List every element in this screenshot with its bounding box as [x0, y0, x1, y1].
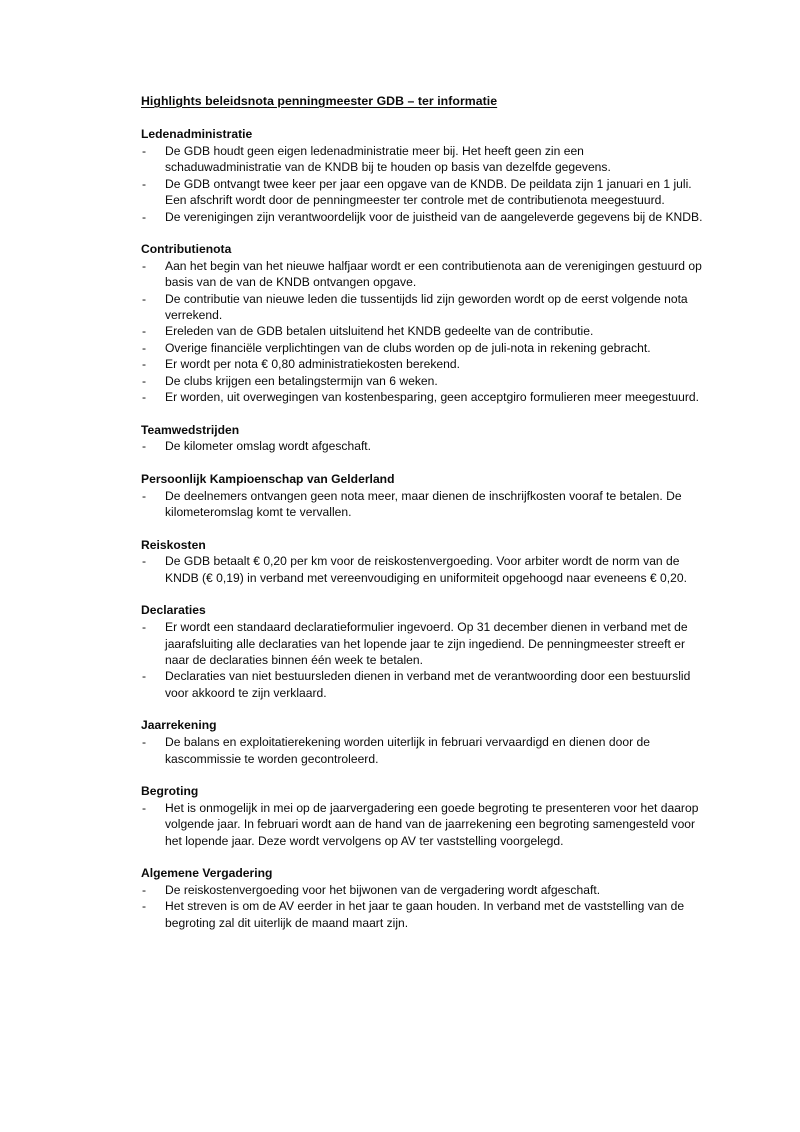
bullet-text: De contributie van nieuwe leden die tussentijds lid zijn geworden wordt op de eerst volgende nota verrekend. — [165, 291, 688, 323]
bullet-item — [141, 488, 703, 521]
document-section — [141, 537, 703, 587]
bullet-item — [141, 258, 703, 291]
bullet-dash-marker: - — [142, 390, 147, 405]
bullet-text: Er wordt een standaard declaratieformulier ingevoerd. Op 31 december dienen in verband met de jaarafsluiting alle declaraties van het lopende jaar te zijn ingediend. De penningmeester streeft er naar de declaraties binnen één week te betalen. — [165, 620, 688, 667]
document-section — [141, 717, 703, 767]
section-heading: Ledenadministratie — [141, 127, 253, 141]
bullet-dash-marker: - — [142, 258, 147, 273]
bullet-text: De balans en exploitatierekening worden uiterlijk in februari vervaardigd en dienen door de kascommissie te worden gecontroleerd. — [165, 735, 650, 766]
bullet-list — [141, 438, 703, 454]
bullet-dash-marker: - — [142, 554, 147, 569]
bullet-list — [141, 734, 703, 767]
bullet-text: Aan het begin van het nieuwe halfjaar wordt er een contributienota aan de verenigingen gestuurd op basis van de van de KNDB ontvangen opgave. — [165, 258, 702, 290]
bullet-item — [141, 209, 703, 225]
bullet-list — [141, 143, 703, 225]
bullet-list — [141, 258, 703, 406]
sections-container — [141, 126, 703, 931]
bullet-list — [141, 553, 703, 586]
bullet-item — [141, 291, 703, 324]
bullet-text: De verenigingen zijn verantwoordelijk voor de juistheid van de aangeleverde gegevens bij de KNDB. — [165, 209, 703, 224]
bullet-item — [141, 800, 703, 849]
bullet-item — [141, 373, 703, 389]
bullet-text: De deelnemers ontvangen geen nota meer, maar dienen de inschrijfkosten vooraf te betalen. De kilometeromslag komt te vervallen. — [165, 488, 682, 520]
bullet-item — [141, 734, 703, 767]
section-heading: Begroting — [141, 783, 199, 798]
bullet-dash-marker: - — [142, 899, 147, 914]
section-heading: Algemene Vergadering — [141, 866, 273, 881]
bullet-dash-marker: - — [142, 439, 147, 454]
document-section — [141, 241, 703, 406]
bullet-text: Declaraties van niet bestuursleden dienen in verband met de verantwoording door een bestuurslid voor akkoord te zijn verklaard. — [165, 669, 691, 700]
bullet-list — [141, 800, 703, 849]
bullet-text: De clubs krijgen een betalingstermijn van 6 weken. — [165, 373, 438, 388]
bullet-item — [141, 438, 703, 454]
bullet-text: Ereleden van de GDB betalen uitsluitend het KNDB gedeelte van de contributie. — [165, 324, 594, 339]
bullet-item — [141, 619, 703, 668]
bullet-dash-marker: - — [142, 882, 147, 897]
bullet-text: De GDB houdt geen eigen ledenadministratie meer bij. Het heeft geen zin een schaduwadministratie van de KNDB bij te houden op basis van dezelfde gegevens. — [165, 143, 611, 175]
bullet-item — [141, 882, 703, 898]
bullet-dash-marker: - — [142, 357, 147, 372]
document-section — [141, 126, 703, 225]
document-section — [141, 783, 703, 849]
document-title: Highlights beleidsnota penningmeester GDB – ter informatie — [141, 94, 498, 108]
section-heading: Teamwedstrijden — [141, 422, 240, 437]
document-body — [141, 93, 703, 931]
bullet-text: Overige financiële verplichtingen van de clubs worden op de juli-nota in rekening gebracht. — [165, 340, 651, 355]
bullet-item — [141, 898, 703, 931]
document-section — [141, 422, 703, 455]
bullet-dash-marker: - — [142, 620, 147, 635]
bullet-text: Er worden, uit overwegingen van kostenbesparing, geen acceptgiro formulieren meer meegestuurd. — [165, 390, 700, 405]
bullet-list — [141, 882, 703, 931]
bullet-dash-marker: - — [142, 176, 147, 191]
bullet-dash-marker: - — [142, 488, 147, 503]
bullet-text: De GDB betaalt € 0,20 per km voor de reiskostenvergoeding. Voor arbiter wordt de norm van de KNDB (€ 0,19) in verband met vereenvoudiging en uniformiteit opgehoogd naar eveneens € 0,20. — [165, 554, 687, 585]
bullet-dash-marker: - — [142, 800, 147, 815]
bullet-dash-marker: - — [142, 373, 147, 388]
bullet-list — [141, 488, 703, 521]
bullet-dash-marker: - — [142, 735, 147, 750]
bullet-text: Er wordt per nota € 0,80 administratiekosten berekend. — [165, 357, 460, 372]
section-heading: Declaraties — [141, 603, 206, 618]
bullet-text: De kilometer omslag wordt afgeschaft. — [165, 439, 372, 454]
bullet-list — [141, 619, 703, 701]
bullet-text: Het streven is om de AV eerder in het jaar te gaan houden. In verband met de vaststelling van de begroting zal dit uiterlijk de maand maart zijn. — [165, 899, 685, 930]
bullet-item — [141, 389, 703, 405]
bullet-text: Het is onmogelijk in mei op de jaarvergadering een goede begroting te presenteren voor het daarop volgende jaar. In februari wordt aan de hand van de jaarrekening een begroting samengesteld voor het lopende jaar. Deze wordt vervolgens op AV ter vaststelling voorgelegd. — [165, 800, 699, 848]
bullet-item — [141, 668, 703, 701]
bullet-item — [141, 323, 703, 339]
document-section — [141, 865, 703, 931]
bullet-item — [141, 176, 703, 209]
document-section — [141, 602, 703, 701]
section-heading: Contributienota — [141, 241, 232, 256]
bullet-text: De GDB ontvangt twee keer per jaar een opgave van de KNDB. De peildata zijn 1 januari en 1 juli. Een afschrift wordt door de penningmeester ter controle met de contributienota meegestuurd. — [165, 176, 692, 208]
bullet-item — [141, 143, 703, 176]
bullet-text: De reiskostenvergoeding voor het bijwonen van de vergadering wordt afgeschaft. — [165, 882, 601, 897]
bullet-dash-marker: - — [142, 340, 147, 355]
bullet-dash-marker: - — [142, 291, 147, 306]
bullet-dash-marker: - — [142, 143, 147, 158]
bullet-item — [141, 356, 703, 372]
bullet-dash-marker: - — [142, 324, 147, 339]
document-section — [141, 471, 703, 521]
section-heading: Reiskosten — [141, 537, 206, 552]
bullet-dash-marker: - — [142, 669, 147, 684]
bullet-item — [141, 340, 703, 356]
section-heading: Jaarrekening — [141, 718, 217, 733]
bullet-dash-marker: - — [142, 209, 147, 224]
section-heading: Persoonlijk Kampioenschap van Gelderland — [141, 471, 395, 486]
bullet-item — [141, 553, 703, 586]
